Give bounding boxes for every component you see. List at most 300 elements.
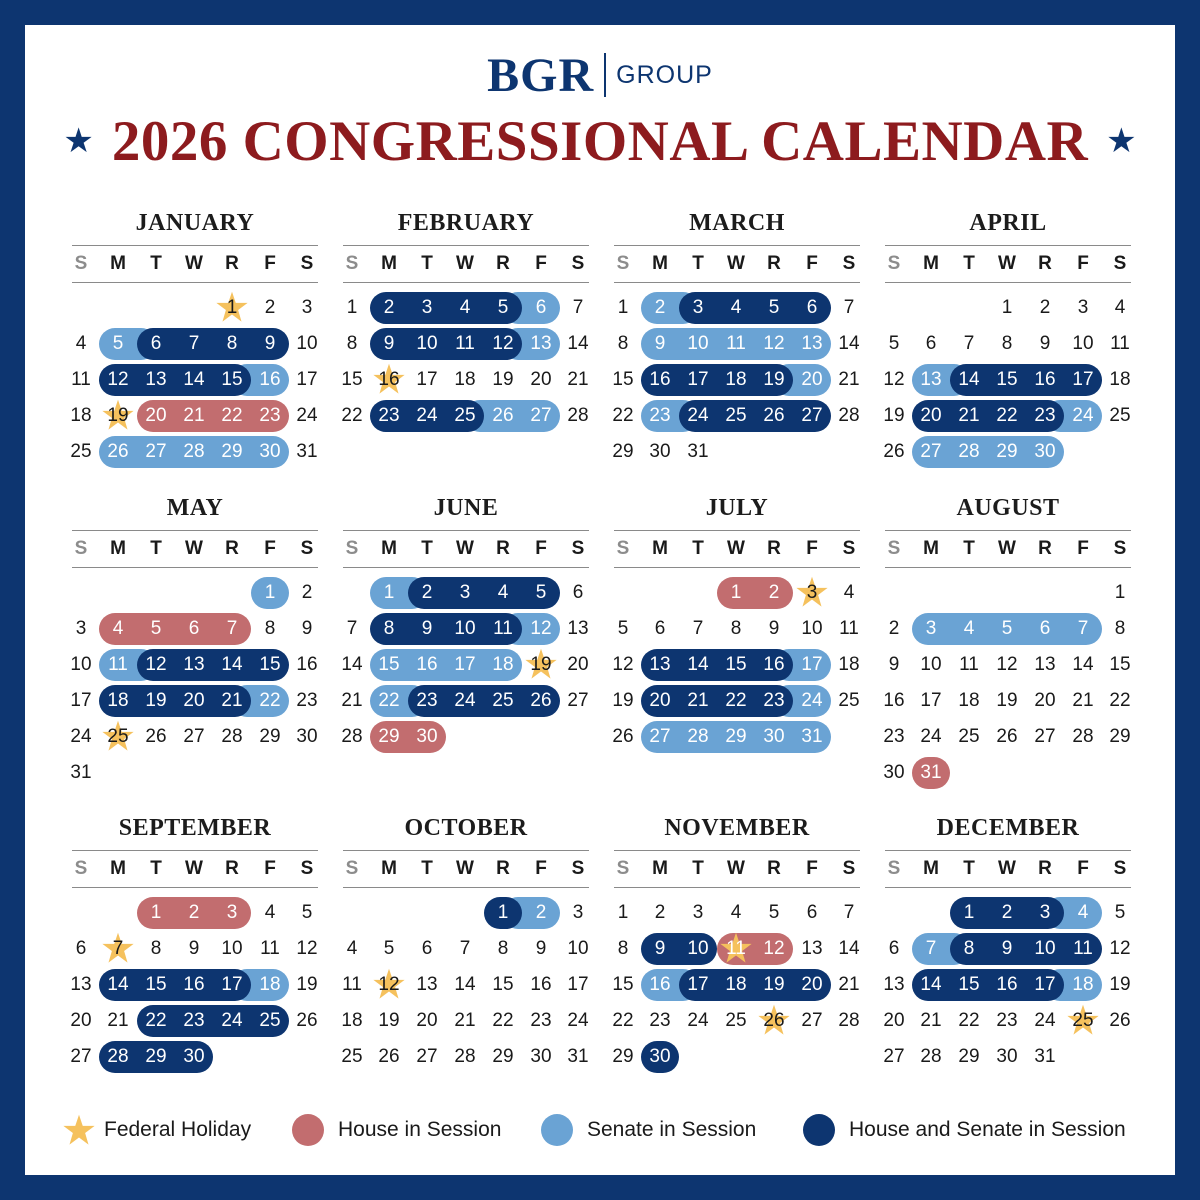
calendar-day[interactable] (288, 647, 326, 683)
calendar-day[interactable] (830, 362, 868, 398)
calendar-day[interactable] (484, 1039, 522, 1075)
calendar-day[interactable] (175, 719, 213, 755)
calendar-day[interactable] (446, 290, 484, 326)
calendar-day[interactable] (370, 290, 408, 326)
calendar-day[interactable] (793, 290, 831, 326)
calendar-day[interactable] (641, 434, 679, 470)
calendar-day[interactable] (988, 967, 1026, 1003)
calendar-day[interactable] (333, 647, 371, 683)
calendar-day[interactable] (1064, 362, 1102, 398)
calendar-day[interactable] (137, 683, 175, 719)
calendar-day[interactable] (370, 398, 408, 434)
calendar-day[interactable] (717, 290, 755, 326)
calendar-day[interactable] (912, 1003, 950, 1039)
calendar-day[interactable] (213, 895, 251, 931)
calendar-day[interactable] (875, 434, 913, 470)
calendar-day[interactable] (717, 1003, 755, 1039)
calendar-day[interactable] (1101, 398, 1139, 434)
calendar-day[interactable] (875, 1003, 913, 1039)
calendar-day[interactable] (175, 398, 213, 434)
calendar-day[interactable] (175, 434, 213, 470)
calendar-day[interactable] (288, 290, 326, 326)
calendar-day[interactable] (137, 1039, 175, 1075)
calendar-day[interactable] (641, 931, 679, 967)
calendar-day[interactable] (1101, 895, 1139, 931)
calendar-day[interactable] (175, 895, 213, 931)
calendar-day[interactable] (875, 611, 913, 647)
calendar-day[interactable] (641, 611, 679, 647)
calendar-day[interactable] (604, 611, 642, 647)
calendar-day[interactable] (604, 362, 642, 398)
calendar-day[interactable] (213, 398, 251, 434)
calendar-day[interactable] (408, 575, 446, 611)
calendar-day[interactable] (988, 434, 1026, 470)
calendar-day[interactable] (408, 931, 446, 967)
calendar-day[interactable] (1101, 326, 1139, 362)
calendar-day[interactable] (755, 647, 793, 683)
calendar-day[interactable] (1026, 719, 1064, 755)
calendar-day[interactable] (408, 398, 446, 434)
calendar-day[interactable] (641, 398, 679, 434)
calendar-day[interactable] (137, 398, 175, 434)
calendar-day[interactable] (559, 1039, 597, 1075)
calendar-day[interactable] (641, 362, 679, 398)
calendar-day[interactable] (484, 326, 522, 362)
calendar-day[interactable] (717, 362, 755, 398)
calendar-day[interactable] (604, 647, 642, 683)
calendar-day[interactable] (1026, 683, 1064, 719)
calendar-day[interactable] (717, 611, 755, 647)
calendar-day[interactable] (1101, 647, 1139, 683)
calendar-day[interactable] (950, 895, 988, 931)
calendar-day[interactable] (137, 1003, 175, 1039)
calendar-day[interactable] (484, 398, 522, 434)
calendar-day[interactable] (99, 931, 137, 967)
calendar-day[interactable] (446, 1003, 484, 1039)
calendar-day[interactable] (559, 683, 597, 719)
calendar-day[interactable] (213, 362, 251, 398)
calendar-day[interactable] (755, 895, 793, 931)
calendar-day[interactable] (755, 719, 793, 755)
calendar-day[interactable] (912, 611, 950, 647)
calendar-day[interactable] (175, 683, 213, 719)
calendar-day[interactable] (717, 967, 755, 1003)
calendar-day[interactable] (988, 647, 1026, 683)
calendar-day[interactable] (408, 647, 446, 683)
calendar-day[interactable] (251, 290, 289, 326)
calendar-day[interactable] (755, 398, 793, 434)
calendar-day[interactable] (251, 326, 289, 362)
calendar-day[interactable] (793, 575, 831, 611)
calendar-day[interactable] (333, 719, 371, 755)
calendar-day[interactable] (137, 434, 175, 470)
calendar-day[interactable] (912, 362, 950, 398)
calendar-day[interactable] (251, 719, 289, 755)
calendar-day[interactable] (1026, 290, 1064, 326)
calendar-day[interactable] (288, 434, 326, 470)
calendar-day[interactable] (288, 362, 326, 398)
calendar-day[interactable] (1064, 398, 1102, 434)
calendar-day[interactable] (213, 931, 251, 967)
calendar-day[interactable] (251, 362, 289, 398)
calendar-day[interactable] (950, 398, 988, 434)
calendar-day[interactable] (251, 575, 289, 611)
calendar-day[interactable] (1101, 1003, 1139, 1039)
calendar-day[interactable] (251, 895, 289, 931)
calendar-day[interactable] (830, 326, 868, 362)
calendar-day[interactable] (1064, 290, 1102, 326)
calendar-day[interactable] (62, 1003, 100, 1039)
calendar-day[interactable] (679, 611, 717, 647)
calendar-day[interactable] (213, 290, 251, 326)
calendar-day[interactable] (1101, 290, 1139, 326)
calendar-day[interactable] (522, 398, 560, 434)
calendar-day[interactable] (370, 326, 408, 362)
calendar-day[interactable] (950, 326, 988, 362)
calendar-day[interactable] (446, 611, 484, 647)
calendar-day[interactable] (333, 931, 371, 967)
calendar-day[interactable] (1101, 967, 1139, 1003)
calendar-day[interactable] (1064, 719, 1102, 755)
calendar-day[interactable] (559, 326, 597, 362)
calendar-day[interactable] (213, 683, 251, 719)
calendar-day[interactable] (950, 1039, 988, 1075)
calendar-day[interactable] (793, 647, 831, 683)
calendar-day[interactable] (912, 931, 950, 967)
calendar-day[interactable] (641, 683, 679, 719)
calendar-day[interactable] (137, 362, 175, 398)
calendar-day[interactable] (641, 326, 679, 362)
calendar-day[interactable] (559, 931, 597, 967)
calendar-day[interactable] (559, 398, 597, 434)
calendar-day[interactable] (251, 683, 289, 719)
calendar-day[interactable] (62, 362, 100, 398)
calendar-day[interactable] (251, 1003, 289, 1039)
calendar-day[interactable] (793, 398, 831, 434)
calendar-day[interactable] (988, 611, 1026, 647)
calendar-day[interactable] (604, 398, 642, 434)
calendar-day[interactable] (1026, 611, 1064, 647)
calendar-day[interactable] (1026, 362, 1064, 398)
calendar-day[interactable] (604, 967, 642, 1003)
calendar-day[interactable] (641, 967, 679, 1003)
calendar-day[interactable] (446, 931, 484, 967)
calendar-day[interactable] (793, 611, 831, 647)
calendar-day[interactable] (62, 719, 100, 755)
calendar-day[interactable] (522, 362, 560, 398)
calendar-day[interactable] (288, 719, 326, 755)
calendar-day[interactable] (1026, 967, 1064, 1003)
calendar-day[interactable] (912, 326, 950, 362)
calendar-day[interactable] (99, 1003, 137, 1039)
calendar-day[interactable] (988, 326, 1026, 362)
calendar-day[interactable] (912, 719, 950, 755)
calendar-day[interactable] (175, 931, 213, 967)
calendar-day[interactable] (1026, 1003, 1064, 1039)
calendar-day[interactable] (137, 326, 175, 362)
calendar-day[interactable] (1064, 683, 1102, 719)
calendar-day[interactable] (408, 719, 446, 755)
calendar-day[interactable] (988, 931, 1026, 967)
calendar-day[interactable] (641, 1003, 679, 1039)
calendar-day[interactable] (288, 931, 326, 967)
calendar-day[interactable] (988, 398, 1026, 434)
calendar-day[interactable] (912, 683, 950, 719)
calendar-day[interactable] (793, 719, 831, 755)
calendar-day[interactable] (679, 683, 717, 719)
calendar-day[interactable] (793, 683, 831, 719)
calendar-day[interactable] (950, 931, 988, 967)
calendar-day[interactable] (875, 1039, 913, 1075)
calendar-day[interactable] (1064, 967, 1102, 1003)
calendar-day[interactable] (1101, 931, 1139, 967)
calendar-day[interactable] (717, 326, 755, 362)
calendar-day[interactable] (175, 326, 213, 362)
calendar-day[interactable] (62, 326, 100, 362)
calendar-day[interactable] (717, 398, 755, 434)
calendar-day[interactable] (830, 611, 868, 647)
calendar-day[interactable] (755, 362, 793, 398)
calendar-day[interactable] (1064, 1003, 1102, 1039)
calendar-day[interactable] (988, 1039, 1026, 1075)
calendar-day[interactable] (875, 967, 913, 1003)
calendar-day[interactable] (988, 683, 1026, 719)
calendar-day[interactable] (288, 611, 326, 647)
calendar-day[interactable] (988, 290, 1026, 326)
calendar-day[interactable] (679, 362, 717, 398)
calendar-day[interactable] (1026, 326, 1064, 362)
calendar-day[interactable] (137, 611, 175, 647)
calendar-day[interactable] (288, 683, 326, 719)
calendar-day[interactable] (333, 1039, 371, 1075)
calendar-day[interactable] (370, 683, 408, 719)
calendar-day[interactable] (604, 1003, 642, 1039)
calendar-day[interactable] (830, 683, 868, 719)
calendar-day[interactable] (408, 326, 446, 362)
calendar-day[interactable] (679, 931, 717, 967)
calendar-day[interactable] (175, 362, 213, 398)
calendar-day[interactable] (793, 362, 831, 398)
calendar-day[interactable] (213, 719, 251, 755)
calendar-day[interactable] (875, 326, 913, 362)
calendar-day[interactable] (755, 575, 793, 611)
calendar-day[interactable] (875, 755, 913, 791)
calendar-day[interactable] (484, 967, 522, 1003)
calendar-day[interactable] (559, 647, 597, 683)
calendar-day[interactable] (950, 1003, 988, 1039)
calendar-day[interactable] (755, 290, 793, 326)
calendar-day[interactable] (333, 326, 371, 362)
calendar-day[interactable] (950, 434, 988, 470)
calendar-day[interactable] (370, 611, 408, 647)
calendar-day[interactable] (1064, 326, 1102, 362)
calendar-day[interactable] (830, 1003, 868, 1039)
calendar-day[interactable] (137, 895, 175, 931)
calendar-day[interactable] (717, 931, 755, 967)
calendar-day[interactable] (446, 647, 484, 683)
calendar-day[interactable] (604, 683, 642, 719)
calendar-day[interactable] (717, 719, 755, 755)
calendar-day[interactable] (99, 611, 137, 647)
calendar-day[interactable] (333, 611, 371, 647)
calendar-day[interactable] (679, 434, 717, 470)
calendar-day[interactable] (875, 362, 913, 398)
calendar-day[interactable] (793, 895, 831, 931)
calendar-day[interactable] (1026, 647, 1064, 683)
calendar-day[interactable] (1026, 398, 1064, 434)
calendar-day[interactable] (755, 931, 793, 967)
calendar-day[interactable] (62, 434, 100, 470)
calendar-day[interactable] (755, 967, 793, 1003)
calendar-day[interactable] (679, 398, 717, 434)
calendar-day[interactable] (604, 931, 642, 967)
calendar-day[interactable] (717, 895, 755, 931)
calendar-day[interactable] (950, 967, 988, 1003)
calendar-day[interactable] (875, 931, 913, 967)
calendar-day[interactable] (1101, 362, 1139, 398)
calendar-day[interactable] (288, 967, 326, 1003)
calendar-day[interactable] (213, 647, 251, 683)
calendar-day[interactable] (522, 931, 560, 967)
calendar-day[interactable] (175, 967, 213, 1003)
calendar-day[interactable] (99, 967, 137, 1003)
calendar-day[interactable] (522, 575, 560, 611)
calendar-day[interactable] (1064, 647, 1102, 683)
calendar-day[interactable] (830, 398, 868, 434)
calendar-day[interactable] (484, 683, 522, 719)
calendar-day[interactable] (950, 683, 988, 719)
calendar-day[interactable] (604, 326, 642, 362)
calendar-day[interactable] (912, 647, 950, 683)
calendar-day[interactable] (251, 398, 289, 434)
calendar-day[interactable] (408, 1039, 446, 1075)
calendar-day[interactable] (522, 1039, 560, 1075)
calendar-day[interactable] (988, 895, 1026, 931)
calendar-day[interactable] (370, 1039, 408, 1075)
calendar-day[interactable] (1101, 575, 1139, 611)
calendar-day[interactable] (912, 755, 950, 791)
calendar-day[interactable] (988, 719, 1026, 755)
calendar-day[interactable] (522, 895, 560, 931)
calendar-day[interactable] (288, 326, 326, 362)
calendar-day[interactable] (408, 683, 446, 719)
calendar-day[interactable] (522, 290, 560, 326)
calendar-day[interactable] (1101, 719, 1139, 755)
calendar-day[interactable] (213, 611, 251, 647)
calendar-day[interactable] (251, 434, 289, 470)
calendar-day[interactable] (641, 1039, 679, 1075)
calendar-day[interactable] (717, 683, 755, 719)
calendar-day[interactable] (522, 611, 560, 647)
calendar-day[interactable] (604, 719, 642, 755)
calendar-day[interactable] (755, 611, 793, 647)
calendar-day[interactable] (484, 575, 522, 611)
calendar-day[interactable] (522, 647, 560, 683)
calendar-day[interactable] (62, 967, 100, 1003)
calendar-day[interactable] (830, 931, 868, 967)
calendar-day[interactable] (912, 434, 950, 470)
calendar-day[interactable] (175, 1003, 213, 1039)
calendar-day[interactable] (679, 1003, 717, 1039)
calendar-day[interactable] (522, 326, 560, 362)
calendar-day[interactable] (793, 967, 831, 1003)
calendar-day[interactable] (99, 362, 137, 398)
calendar-day[interactable] (875, 647, 913, 683)
calendar-day[interactable] (1064, 931, 1102, 967)
calendar-day[interactable] (99, 398, 137, 434)
calendar-day[interactable] (641, 647, 679, 683)
calendar-day[interactable] (175, 647, 213, 683)
calendar-day[interactable] (175, 611, 213, 647)
calendar-day[interactable] (988, 362, 1026, 398)
calendar-day[interactable] (755, 1003, 793, 1039)
calendar-day[interactable] (408, 1003, 446, 1039)
calendar-day[interactable] (559, 575, 597, 611)
calendar-day[interactable] (99, 1039, 137, 1075)
calendar-day[interactable] (830, 290, 868, 326)
calendar-day[interactable] (446, 1039, 484, 1075)
calendar-day[interactable] (912, 1039, 950, 1075)
calendar-day[interactable] (717, 647, 755, 683)
calendar-day[interactable] (333, 967, 371, 1003)
calendar-day[interactable] (370, 575, 408, 611)
calendar-day[interactable] (288, 575, 326, 611)
calendar-day[interactable] (137, 647, 175, 683)
calendar-day[interactable] (484, 362, 522, 398)
calendar-day[interactable] (679, 326, 717, 362)
calendar-day[interactable] (1101, 611, 1139, 647)
calendar-day[interactable] (679, 647, 717, 683)
calendar-day[interactable] (875, 719, 913, 755)
calendar-day[interactable] (641, 290, 679, 326)
calendar-day[interactable] (679, 290, 717, 326)
calendar-day[interactable] (333, 1003, 371, 1039)
calendar-day[interactable] (62, 931, 100, 967)
calendar-day[interactable] (604, 434, 642, 470)
calendar-day[interactable] (251, 967, 289, 1003)
calendar-day[interactable] (559, 290, 597, 326)
calendar-day[interactable] (559, 362, 597, 398)
calendar-day[interactable] (1026, 931, 1064, 967)
calendar-day[interactable] (251, 647, 289, 683)
calendar-day[interactable] (251, 611, 289, 647)
calendar-day[interactable] (446, 326, 484, 362)
calendar-day[interactable] (370, 967, 408, 1003)
calendar-day[interactable] (99, 719, 137, 755)
calendar-day[interactable] (446, 362, 484, 398)
calendar-day[interactable] (62, 1039, 100, 1075)
calendar-day[interactable] (213, 967, 251, 1003)
calendar-day[interactable] (62, 647, 100, 683)
calendar-day[interactable] (99, 434, 137, 470)
calendar-day[interactable] (446, 398, 484, 434)
calendar-day[interactable] (950, 362, 988, 398)
calendar-day[interactable] (641, 719, 679, 755)
calendar-day[interactable] (484, 647, 522, 683)
calendar-day[interactable] (875, 683, 913, 719)
calendar-day[interactable] (333, 398, 371, 434)
calendar-day[interactable] (755, 683, 793, 719)
calendar-day[interactable] (408, 290, 446, 326)
calendar-day[interactable] (370, 362, 408, 398)
calendar-day[interactable] (604, 290, 642, 326)
calendar-day[interactable] (755, 326, 793, 362)
calendar-day[interactable] (370, 1003, 408, 1039)
calendar-day[interactable] (213, 326, 251, 362)
calendar-day[interactable] (62, 683, 100, 719)
calendar-day[interactable] (679, 895, 717, 931)
calendar-day[interactable] (912, 967, 950, 1003)
